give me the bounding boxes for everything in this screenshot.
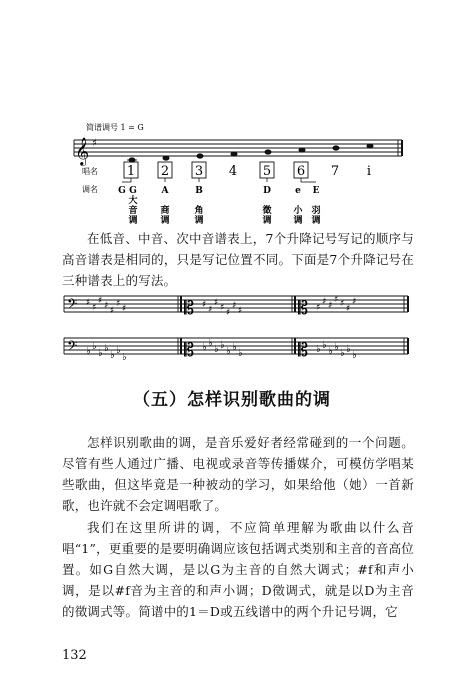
svg-text:♯: ♯ [122,304,127,314]
body-paragraph-1: 怎样识别歌曲的调，是音乐爱好者经常碰到的一个问题。尽管有些人通过广播、电视或录音等传播媒介，可模仿学唱某些歌曲，但这毕竟是一种被动的学习，如果给他（她）一首新歌，也许就不会定调唱歌了。 [62,435,414,513]
svg-text:E: E [312,186,320,196]
solfege-5: 5 [262,164,272,179]
svg-text:♭: ♭ [208,338,213,349]
svg-text:♭: ♭ [322,340,327,351]
svg-text:调: 调 [160,216,170,226]
svg-text:♯: ♯ [346,304,351,314]
svg-text:商: 商 [160,206,170,216]
tenor-clef-icon: 𝄡 [298,340,309,361]
mode-column [261,186,271,226]
svg-text:调: 调 [194,216,204,226]
mode-column [310,186,320,226]
solfege-2: 2 [160,164,170,179]
mode-label: 调名 [82,185,98,194]
svg-text:♯: ♯ [104,301,109,311]
svg-text:♭: ♭ [316,344,321,355]
solfege-6: 6 [296,164,306,179]
alto-clef-icon: 𝄡 [184,340,195,361]
solfege-row [124,162,371,179]
mode-names [118,186,320,226]
page-number: 132 [62,648,87,663]
svg-text:♭: ♭ [110,350,115,361]
svg-text:♭: ♭ [232,342,237,353]
key-signature-figure [60,288,420,372]
alto-clef-icon: 𝄡 [184,298,195,319]
svg-text:♯: ♯ [202,300,207,310]
connector-lines [122,178,316,182]
svg-text:调: 调 [311,216,321,226]
svg-text:小: 小 [293,206,303,216]
svg-text:♭: ♭ [340,348,345,359]
svg-text:♭: ♭ [98,348,103,359]
svg-text:调: 调 [128,216,138,226]
svg-text:♯: ♯ [116,299,121,309]
svg-text:♯: ♯ [340,299,345,309]
svg-text:♭: ♭ [346,344,351,355]
solfege-label: 唱名 [82,167,98,176]
bass-clef-icon: 𝄢 [67,296,78,315]
svg-text:D: D [263,186,271,196]
key-signature-label: 简谱调号 1 = G [86,123,144,132]
svg-text:G: G [118,186,126,196]
svg-text:e: e [295,186,301,196]
svg-text:♯: ♯ [226,308,231,318]
svg-text:A: A [161,186,169,196]
mode-column [159,186,169,226]
svg-text:♭: ♭ [352,350,357,361]
svg-text:♭: ♭ [220,340,225,351]
svg-text:G: G [129,186,137,196]
svg-text:♯: ♯ [328,301,333,311]
svg-text:调: 调 [262,216,272,226]
svg-text:♭: ♭ [328,346,333,357]
scale-staff-diagram [60,118,420,228]
svg-text:♭: ♭ [238,348,243,359]
svg-text:♭: ♭ [104,343,109,354]
svg-text:♯: ♯ [316,303,321,313]
mode-column [292,186,303,226]
tenor-clef-icon: 𝄡 [298,298,309,319]
svg-text:♯: ♯ [214,298,219,308]
key-signature-staves [60,288,420,372]
treble-clef-icon: 𝄞 [75,137,90,165]
svg-text:♯: ♯ [238,306,243,316]
svg-text:♭: ♭ [122,352,127,363]
svg-text:♭: ♭ [202,342,207,353]
solfege-1: 1 [126,164,136,179]
svg-text:♯: ♯ [110,306,115,316]
staff-lines [74,140,402,156]
svg-text:角: 角 [194,206,204,216]
solfege-8: i [366,164,372,179]
svg-text:羽: 羽 [311,206,321,216]
svg-text:♯: ♯ [86,298,91,308]
body-paragraph-2: 我们在这里所讲的调，不应简单理解为歌曲以什么音唱“1”，更重要的是要明确调应该包括调式类别和主音的音高位置。如G自然大调，是以G为主音的自然大调式；#f和声小调，是以#f音为主音的和声小调；D徵调式，就是以D为主音的徵调式等。简谱中的1＝D或五线谱中的两个升记号调，它 [62,520,414,619]
bass-clef-icon: 𝄢 [67,338,78,357]
sharp-signs [86,295,356,318]
svg-text:♯: ♯ [98,296,103,306]
svg-text:♭: ♭ [334,342,339,353]
intro-paragraph: 在低音、中音、次中音谱表上，7个升降记号写记的顺序与高音谱表是相同的，只是写记位置不同。下面是7个升降记号在三种谱表上的写法。 [62,231,414,288]
section-heading: （五）怎样识别歌曲的调 [133,390,331,410]
solfege-4: 4 [228,164,238,179]
mode-column [193,186,203,226]
mode-column [118,186,126,196]
svg-text:♯: ♯ [208,305,213,315]
mode-column [127,186,137,226]
svg-text:调: 调 [293,216,303,226]
svg-text:♯: ♯ [232,301,237,311]
svg-text:♯: ♯ [322,297,327,307]
svg-text:♭: ♭ [214,344,219,355]
svg-text:♭: ♭ [226,346,231,357]
svg-text:♭: ♭ [86,346,91,357]
svg-text:大: 大 [128,196,138,206]
svg-text:音: 音 [128,206,138,216]
svg-text:B: B [195,186,203,196]
svg-text:♯: ♯ [334,295,339,305]
svg-text:♭: ♭ [92,341,97,352]
svg-text:♯: ♯ [352,297,357,307]
svg-text:徵: 徵 [262,206,272,216]
sharp-icon: ♯ [92,138,97,149]
solfege-7: 7 [330,164,340,179]
svg-text:♯: ♯ [92,303,97,313]
svg-text:♭: ♭ [116,345,121,356]
solfege-3: 3 [194,164,204,179]
scale-notes [127,143,374,162]
svg-text:♯: ♯ [220,303,225,313]
scale-figure [60,118,420,228]
